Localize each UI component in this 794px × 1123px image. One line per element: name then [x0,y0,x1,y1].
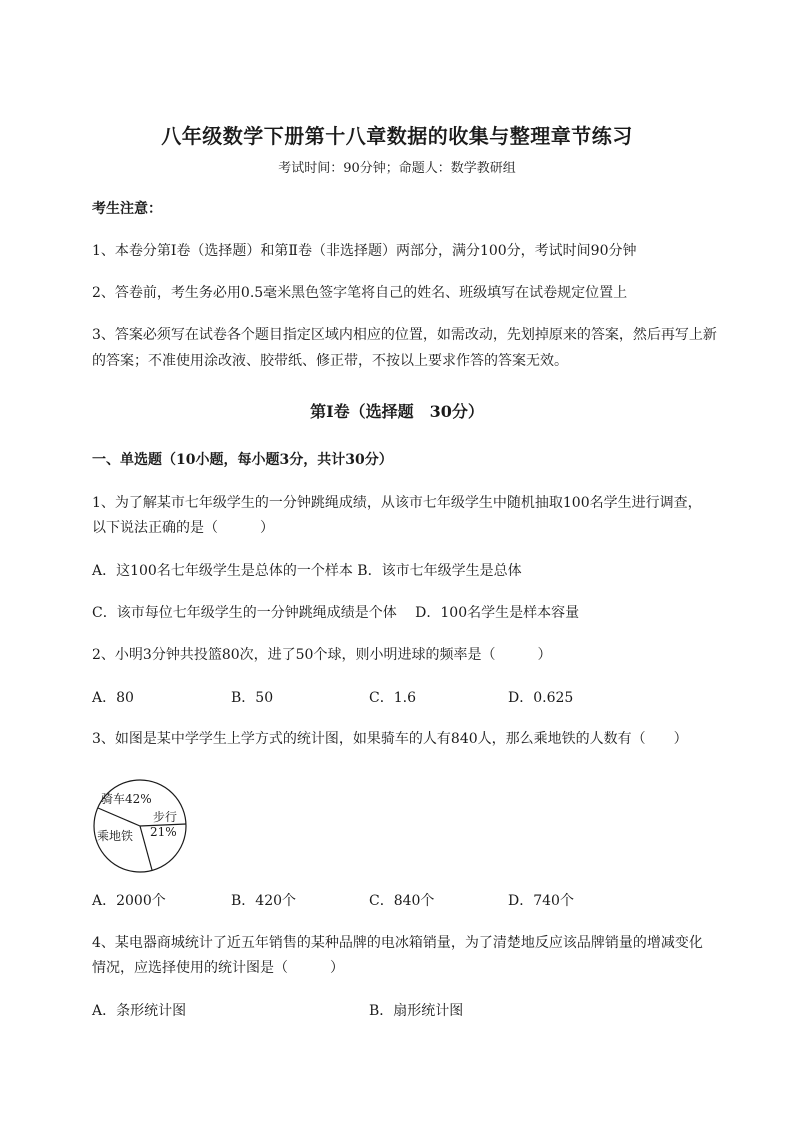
question-4-option-a: A．条形统计图 [92,1003,187,1019]
pie-chart-svg [90,778,190,874]
pie-label-walk-percent: 21% [150,825,177,839]
page-title: 八年级数学下册第十八章数据的收集与整理章节练习 [161,124,633,148]
question-2-option-c: C．1.6 [369,690,416,706]
question-1-options-ab: A．这100名七年级学生是总体的一个样本 B．该市七年级学生是总体 [92,563,522,579]
question-2-option-a: A．80 [92,690,134,706]
question-2-stem: 2、小明3分钟共投篮80次，进了50个球，则小明进球的频率是（ ） [92,647,552,663]
commute-pie-chart [90,778,190,874]
question-4-stem: 4、某电器商城统计了近五年销售的某种品牌的电冰箱销量，为了清楚地反应该品牌销量的增减变化 [92,935,703,951]
exam-subtitle: 考试时间：90分钟；命题人：数学教研组 [278,161,516,176]
question-1-options-cd: C．该市每位七年级学生的一分钟跳绳成绩是个体 D．100名学生是样本容量 [92,605,580,621]
part-heading: 一、单选题（10小题，每小题3分，共计30分） [92,452,393,468]
note-item: 1、本卷分第I卷（选择题）和第Ⅱ卷（非选择题）两部分，满分100分，考试时间90分钟 [92,243,637,259]
pie-label-walk: 步行 [153,810,178,824]
question-2-option-b: B．50 [231,690,274,706]
question-3-option-c: C．840个 [369,893,435,909]
note-item: 2、答卷前，考生务必用0.5毫米黑色签字笔将自己的姓名、班级填写在试卷规定位置上 [92,285,628,301]
question-3-stem: 3、如图是某中学学生上学方式的统计图，如果骑车的人有840人，那么乘地铁的人数有（ ） [92,731,688,747]
note-item: 的答案；不准使用涂改液、胶带纸、修正带，不按以上要求作答的答案无效。 [92,353,568,369]
question-1-stem-cont: 以下说法正确的是（ ） [92,520,274,536]
notes-heading: 考生注意： [92,201,162,217]
pie-divider-left [98,808,140,826]
question-3-option-a: A．2000个 [92,893,166,909]
question-4-stem-cont: 情况，应选择使用的统计图是（ ） [92,960,344,976]
question-3-option-d: D．740个 [508,893,574,909]
pie-label-bike: 骑车42% [101,792,152,806]
question-2-option-d: D．0.625 [508,690,574,706]
question-4-option-b: B．扇形统计图 [369,1003,464,1019]
question-3-option-b: B．420个 [231,893,297,909]
section-title: 第I卷（选择题 30分） [310,402,484,421]
pie-label-subway: 乘地铁 [97,829,134,843]
note-item: 3、答案必须写在试卷各个题目指定区域内相应的位置，如需改动，先划掉原来的答案，然后再写上新 [92,327,717,343]
question-1-stem: 1、为了解某市七年级学生的一分钟跳绳成绩，从该市七年级学生中随机抽取100名学生进行调查， [92,495,702,511]
